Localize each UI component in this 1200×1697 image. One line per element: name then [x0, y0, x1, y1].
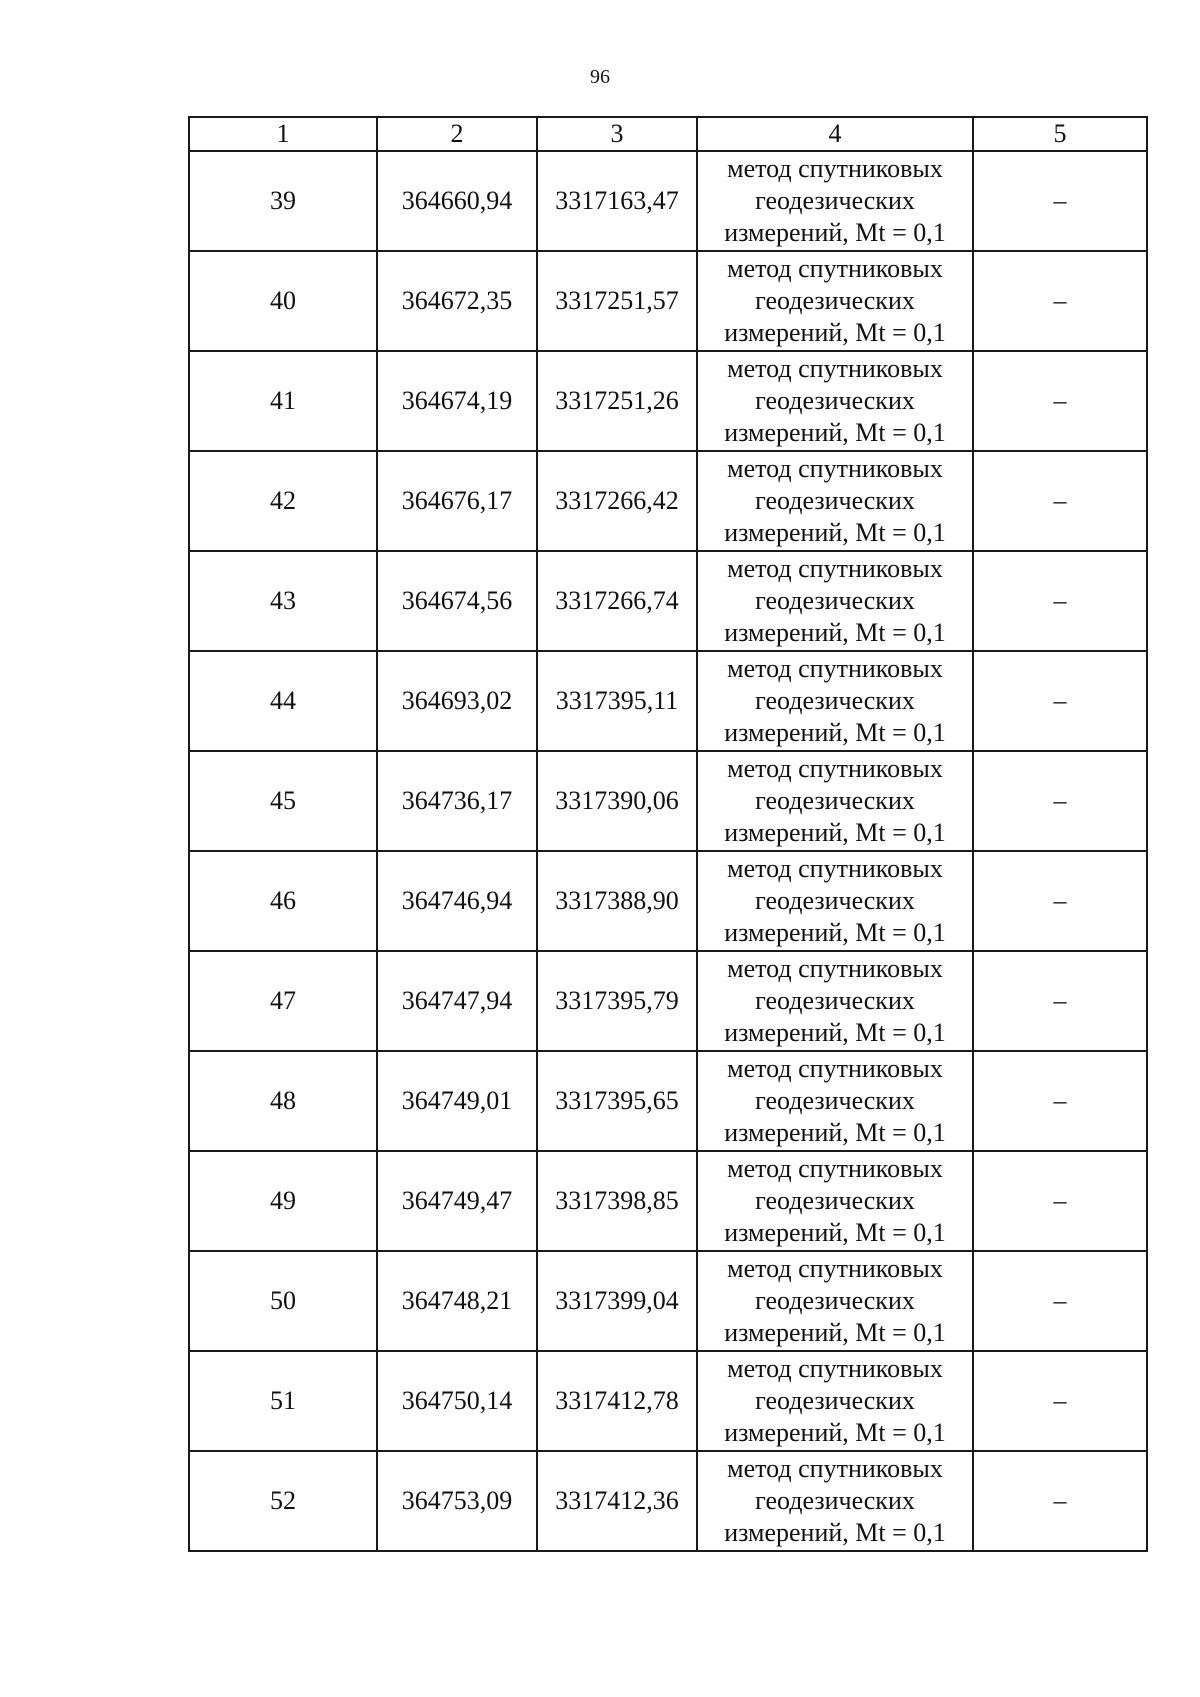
y-coordinate-cell: 3317399,04: [537, 1251, 697, 1351]
x-coordinate-cell: 364672,35: [377, 251, 537, 351]
method-cell: [697, 951, 973, 1051]
x-coordinate-cell: 364660,94: [377, 151, 537, 251]
x-coordinate-cell: 364749,47: [377, 1151, 537, 1251]
y-coordinate-cell: 3317395,65: [537, 1051, 697, 1151]
note-cell: –: [973, 1151, 1147, 1251]
x-coordinate-cell: 364693,02: [377, 651, 537, 751]
method-text-line: метод спутниковых: [727, 354, 943, 383]
method-text-line: измерений, Mt = 0,1: [724, 718, 946, 747]
method-text-line: измерений, Mt = 0,1: [724, 618, 946, 647]
table-row: [189, 351, 1147, 451]
method-text-line: метод спутниковых: [727, 454, 943, 483]
column-header-1: 1: [189, 117, 377, 151]
point-number-cell: 48: [189, 1051, 377, 1151]
method-text-line: измерений, Mt = 0,1: [724, 1218, 946, 1247]
point-number-cell: 45: [189, 751, 377, 851]
note-cell: –: [973, 451, 1147, 551]
method-cell: [697, 451, 973, 551]
method-text-line: измерений, Mt = 0,1: [724, 318, 946, 347]
method-text-line: геодезических: [755, 1486, 915, 1515]
point-number-cell: 51: [189, 1351, 377, 1451]
note-cell: –: [973, 751, 1147, 851]
y-coordinate-cell: 3317163,47: [537, 151, 697, 251]
method-cell: [697, 1451, 973, 1551]
table-header-row: [189, 117, 1147, 151]
method-cell: [697, 551, 973, 651]
point-number-cell: 49: [189, 1151, 377, 1251]
column-header-3: 3: [537, 117, 697, 151]
method-text-line: геодезических: [755, 686, 915, 715]
table-row: [189, 551, 1147, 651]
y-coordinate-cell: 3317412,36: [537, 1451, 697, 1551]
note-cell: –: [973, 151, 1147, 251]
y-coordinate-cell: 3317266,74: [537, 551, 697, 651]
method-cell: [697, 751, 973, 851]
x-coordinate-cell: 364746,94: [377, 851, 537, 951]
note-cell: –: [973, 1051, 1147, 1151]
method-text-line: метод спутниковых: [727, 754, 943, 783]
column-header-4: 4: [697, 117, 973, 151]
x-coordinate-cell: 364747,94: [377, 951, 537, 1051]
x-coordinate-cell: 364674,56: [377, 551, 537, 651]
method-text-line: геодезических: [755, 586, 915, 615]
method-text-line: измерений, Mt = 0,1: [724, 918, 946, 947]
y-coordinate-cell: 3317251,57: [537, 251, 697, 351]
note-cell: –: [973, 951, 1147, 1051]
method-text-line: геодезических: [755, 186, 915, 215]
table-row: [189, 1151, 1147, 1251]
y-coordinate-cell: 3317388,90: [537, 851, 697, 951]
method-text-line: метод спутниковых: [727, 854, 943, 883]
x-coordinate-cell: 364736,17: [377, 751, 537, 851]
method-text-line: измерений, Mt = 0,1: [724, 518, 946, 547]
point-number-cell: 47: [189, 951, 377, 1051]
method-cell: [697, 151, 973, 251]
table-row: [189, 851, 1147, 951]
note-cell: –: [973, 351, 1147, 451]
point-number-cell: 40: [189, 251, 377, 351]
y-coordinate-cell: 3317266,42: [537, 451, 697, 551]
method-text-line: геодезических: [755, 786, 915, 815]
note-cell: –: [973, 651, 1147, 751]
method-text-line: измерений, Mt = 0,1: [724, 1318, 946, 1347]
method-text-line: геодезических: [755, 1086, 915, 1115]
table-row: [189, 751, 1147, 851]
point-number-cell: 43: [189, 551, 377, 651]
table-row: [189, 951, 1147, 1051]
table-row: [189, 1351, 1147, 1451]
x-coordinate-cell: 364674,19: [377, 351, 537, 451]
x-coordinate-cell: 364749,01: [377, 1051, 537, 1151]
method-text-line: метод спутниковых: [727, 554, 943, 583]
method-text-line: измерений, Mt = 0,1: [724, 1118, 946, 1147]
method-text-line: геодезических: [755, 286, 915, 315]
note-cell: –: [973, 1251, 1147, 1351]
method-text-line: метод спутниковых: [727, 1354, 943, 1383]
method-text-line: метод спутниковых: [727, 1154, 943, 1183]
y-coordinate-cell: 3317251,26: [537, 351, 697, 451]
method-text-line: метод спутниковых: [727, 654, 943, 683]
method-cell: [697, 1251, 973, 1351]
method-text-line: геодезических: [755, 986, 915, 1015]
method-cell: [697, 351, 973, 451]
note-cell: –: [973, 251, 1147, 351]
note-cell: –: [973, 1451, 1147, 1551]
method-text-line: метод спутниковых: [727, 1254, 943, 1283]
point-number-cell: 46: [189, 851, 377, 951]
table-row: [189, 1051, 1147, 1151]
method-text-line: геодезических: [755, 1186, 915, 1215]
method-text-line: геодезических: [755, 1286, 915, 1315]
method-cell: [697, 1151, 973, 1251]
x-coordinate-cell: 364676,17: [377, 451, 537, 551]
note-cell: –: [973, 1351, 1147, 1451]
x-coordinate-cell: 364750,14: [377, 1351, 537, 1451]
column-header-2: 2: [377, 117, 537, 151]
y-coordinate-cell: 3317398,85: [537, 1151, 697, 1251]
page-number: 96: [590, 66, 610, 88]
point-number-cell: 44: [189, 651, 377, 751]
table-row: [189, 151, 1147, 251]
method-text-line: метод спутниковых: [727, 1454, 943, 1483]
coordinates-table: [188, 116, 1148, 1552]
y-coordinate-cell: 3317395,11: [537, 651, 697, 751]
point-number-cell: 41: [189, 351, 377, 451]
point-number-cell: 39: [189, 151, 377, 251]
method-cell: [697, 1351, 973, 1451]
point-number-cell: 52: [189, 1451, 377, 1551]
method-text-line: измерений, Mt = 0,1: [724, 818, 946, 847]
table-row: [189, 251, 1147, 351]
y-coordinate-cell: 3317390,06: [537, 751, 697, 851]
method-text-line: метод спутниковых: [727, 1054, 943, 1083]
table-row: [189, 451, 1147, 551]
table-row: [189, 651, 1147, 751]
point-number-cell: 50: [189, 1251, 377, 1351]
method-text-line: геодезических: [755, 486, 915, 515]
method-text-line: измерений, Mt = 0,1: [724, 1018, 946, 1047]
method-text-line: геодезических: [755, 1386, 915, 1415]
method-cell: [697, 251, 973, 351]
method-text-line: геодезических: [755, 386, 915, 415]
x-coordinate-cell: 364753,09: [377, 1451, 537, 1551]
method-cell: [697, 1051, 973, 1151]
point-number-cell: 42: [189, 451, 377, 551]
table-body: [189, 151, 1147, 1551]
note-cell: –: [973, 851, 1147, 951]
table-row: [189, 1451, 1147, 1551]
note-cell: –: [973, 551, 1147, 651]
method-text-line: метод спутниковых: [727, 254, 943, 283]
method-text-line: метод спутниковых: [727, 154, 943, 183]
method-text-line: измерений, Mt = 0,1: [724, 1518, 946, 1547]
table-row: [189, 1251, 1147, 1351]
y-coordinate-cell: 3317412,78: [537, 1351, 697, 1451]
method-text-line: геодезических: [755, 886, 915, 915]
method-cell: [697, 651, 973, 751]
method-text-line: измерений, Mt = 0,1: [724, 1418, 946, 1447]
column-header-5: 5: [973, 117, 1147, 151]
method-text-line: измерений, Mt = 0,1: [724, 218, 946, 247]
method-cell: [697, 851, 973, 951]
y-coordinate-cell: 3317395,79: [537, 951, 697, 1051]
method-text-line: метод спутниковых: [727, 954, 943, 983]
x-coordinate-cell: 364748,21: [377, 1251, 537, 1351]
method-text-line: измерений, Mt = 0,1: [724, 418, 946, 447]
